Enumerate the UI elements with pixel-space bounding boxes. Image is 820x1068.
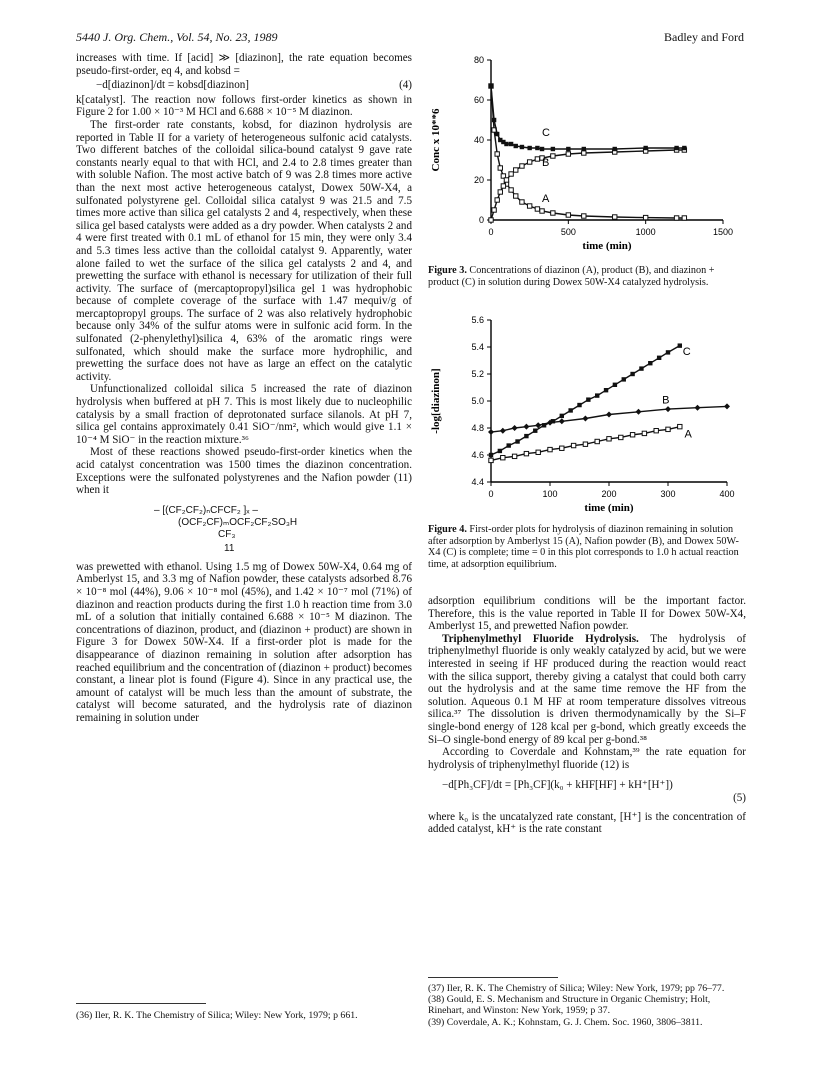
data-point [551, 147, 555, 151]
data-point [607, 437, 611, 441]
paragraph: adsorption equilibrium conditions will be the important factor. Therefore, this is the value reported in Table II for Dowex 50W-X4, Amberlyst 15, and prewetted Nafion powder. [428, 595, 746, 633]
structure-11 [76, 497, 412, 561]
data-point [501, 456, 505, 460]
data-point [666, 427, 670, 431]
paragraph-text: The hydrolysis of triphenylmethyl fluoride is only weakly catalyzed by acid, but we were interested in seeing if HF produced during the reaction would react with the silica support, thereby giving a catalyst that could both carry out the hydrolysis and at the same time remove the HF from the solution. Aqueous 0.1 M HF at room temperature dissolves vitreous silica.³⁷ The dissolution is driven thermodynamically by the Si–F single-bond energy of 128 kcal per g-bond, which greatly exceeds the Si–O single-bond energy of 89 kcal per g-bond.³⁸ [428, 632, 747, 746]
series-line-C [491, 86, 684, 149]
paragraph: The first-order rate constants, kobsd, for diazinon hydrolysis are reported in Table II for a variety of heterogeneous sulfonic acid catalysts. Two different batches of the colloidal silica-bound catalyst 9 gave rate constants nearly equal to that with HCl, and 2.4 to 2.8 times greater than with soluble Nafion. The most active batch of 9 was 2.8 times more active than the next most active heterogeneous catalyst, Dowex 50W-X4, a sulfonated polystyrene gel. Colloidal silica catalyst 9 was 21.5 and 7.5 times more active than silica gel catalysts 2 and 4, respectively, when these silica gel based catalysts were added as a dry powder. When catalysts 2 and 4 were first treated with 0.1 mL of ethanol for 15 min, they were only 3.4 and 5.3 times less active than the colloidal catalyst 9. Apparently, water alone failed to wet the surface of the silica gel catalysts 2 and 4, and prewetting the surface with ethanol is necessary for utilization of their full activity. The surface of (mercaptopropyl)silica gel 1 was hydrophobic because of complete coverage of the surface with 1.47 mequiv/g of mercaptopropyl groups. The surface of 2 was also relatively hydrophobic because only 34% of the sulfur atoms were in sulfonic acid form. In the sulfonated (2-phenylethyl)silica 4, 63% of the aromatic rings were sulfonated, which should make the surface more hydrophilic, and prewetting the surface does not have as large an effect on the catalytic activity. [76, 118, 412, 383]
data-point [536, 450, 540, 454]
data-point [489, 84, 493, 88]
x-axis-label: time (min) [584, 502, 634, 514]
data-point [639, 366, 643, 370]
data-point [535, 146, 539, 150]
data-point [582, 147, 586, 151]
data-point [582, 416, 588, 422]
data-point [551, 419, 555, 423]
x-tick-label: 1000 [635, 227, 656, 237]
data-point [509, 172, 513, 176]
data-point [595, 393, 599, 397]
footnote-37: (37) Iler, R. K. The Chemistry of Silica; Wiley: New York, 1979; pp 76–77. [428, 983, 725, 994]
data-point [568, 408, 572, 412]
footnote-rule [76, 1003, 206, 1004]
x-tick-label: 0 [488, 489, 494, 499]
data-point [678, 343, 682, 347]
data-point [489, 218, 493, 222]
equation-text: −d[diazinon]/dt = kobsd[diazinon] [96, 79, 249, 92]
data-point [489, 453, 493, 457]
data-point [566, 147, 570, 151]
x-tick-label: 500 [560, 227, 576, 237]
paragraph: k[catalyst]. The reaction now follows first-order kinetics as shown in Figure 2 for 1.00 × 10⁻³ M HCl and 6.688 × 10⁻⁵ M diazinon. [76, 93, 412, 119]
data-point [504, 178, 508, 182]
series-label-B: B [662, 394, 670, 407]
data-point [551, 211, 555, 215]
data-point [489, 458, 493, 462]
data-point [571, 443, 575, 447]
right-column [428, 595, 746, 836]
series-label-B: B [542, 157, 550, 169]
caption-text: First-order plots for hydrolysis of diazinon remaining in solution after adsorption by Amberlyst 15 (A), Nafion powder (B), and Dowex 50W-X4 (C) is complete; time = 0 in this plot corresponds to 1.0 h actual reaction time, at adsorption equilibrium. [428, 524, 739, 570]
data-point [657, 356, 661, 360]
data-point [527, 204, 531, 208]
footnote-39: (39) Coverdale, A. K.; Kohnstam, G. J. Chem. Soc. 1960, 3806–3811. [428, 1016, 703, 1028]
data-point [495, 198, 499, 202]
figure-3-caption [428, 265, 746, 288]
data-point [520, 145, 524, 149]
y-tick-label: 5.2 [471, 369, 484, 379]
data-point [586, 397, 590, 401]
data-point [613, 383, 617, 387]
series-line-B [491, 150, 684, 220]
data-point [492, 208, 496, 212]
compound-number: 11 [224, 542, 235, 554]
data-point [682, 216, 686, 220]
data-point [501, 184, 505, 188]
caption-label: Figure 4. [428, 524, 467, 535]
x-tick-label: 200 [601, 489, 617, 499]
data-point [548, 447, 552, 451]
data-point [535, 207, 539, 211]
y-tick-label: 0 [478, 215, 484, 225]
data-point [492, 118, 496, 122]
equation-5 [428, 779, 746, 804]
data-point [498, 166, 502, 170]
data-point [566, 213, 570, 217]
equation-4 [76, 79, 412, 92]
data-point [551, 154, 555, 158]
paragraph: According to Coverdale and Kohnstam,³⁹ the rate equation for hydrolysis of triphenylmethyl fluoride (12) is [428, 746, 746, 771]
y-axis-label: -log[diazinon] [430, 368, 442, 434]
data-point [582, 151, 586, 155]
y-tick-label: 4.8 [471, 423, 484, 433]
data-point [514, 194, 518, 198]
data-point [674, 146, 678, 150]
data-point [498, 449, 502, 453]
data-point [642, 431, 646, 435]
caption-label: Figure 3. [428, 265, 467, 276]
data-point [509, 188, 513, 192]
y-tick-label: 20 [473, 175, 484, 185]
y-tick-label: 5.0 [471, 396, 484, 406]
structure-line: (OCF₂CF)ₘOCF₂CF₂SO₃H [178, 516, 298, 528]
running-header-left: 5440 J. Org. Chem., Vol. 54, No. 23, 1989 [76, 30, 278, 44]
series-line-A [491, 86, 684, 218]
data-point [523, 424, 529, 430]
y-tick-label: 5.4 [471, 342, 484, 352]
data-point [682, 146, 686, 150]
data-point [524, 451, 528, 455]
data-point [515, 439, 519, 443]
footnotes-right [428, 983, 746, 1028]
data-point [630, 433, 634, 437]
data-point [495, 152, 499, 156]
y-tick-label: 4.6 [471, 450, 484, 460]
figure-3-chart [425, 50, 740, 262]
data-point [619, 435, 623, 439]
data-point [613, 215, 617, 219]
data-point [524, 434, 528, 438]
data-point [509, 142, 513, 146]
series-label-C: C [542, 127, 550, 139]
data-point [520, 164, 524, 168]
data-point [595, 439, 599, 443]
data-point [654, 429, 658, 433]
series-label-A: A [684, 428, 692, 441]
data-point [566, 152, 570, 156]
data-point [495, 132, 499, 136]
data-point [604, 388, 608, 392]
data-point [514, 144, 518, 148]
data-point [665, 406, 671, 412]
data-point [577, 403, 581, 407]
data-point [674, 216, 678, 220]
structure-line: CF₃ [218, 528, 236, 540]
paragraph: where k₀ is the uncatalyzed rate constant, [H⁺] is the concentration of added catalyst, kH⁺ is the rate constant [428, 810, 746, 836]
data-point [622, 377, 626, 381]
series-label-A: A [542, 193, 550, 205]
caption-text: Concentrations of diazinon (A), product (B), and diazinon + product (C) in solution during Dowex 50W-X4 catalyzed hydrolysis. [428, 265, 715, 288]
paragraph: Unfunctionalized colloidal silica 5 increased the rate of diazinon hydrolysis when buffered at pH 7. This is most likely due to nucleophilic catalysis by a small fraction of deprotonated surface silanols. At pH 7, silica gel contains approximately 0.41 SiO⁻/nm², which would give 1.1 × 10⁻⁴ M SiO⁻ in the reaction mixture.³⁶ [76, 383, 412, 446]
data-point [488, 429, 494, 435]
data-point [520, 200, 524, 204]
section-heading: Triphenylmethyl Fluoride Hydrolysis. [442, 632, 639, 645]
running-header-right: Badley and Ford [664, 30, 744, 44]
data-point [648, 361, 652, 365]
footnote-36: (36) Iler, R. K. The Chemistry of Silica; Wiley: New York, 1979; p 661. [76, 1010, 358, 1021]
equation-number: (4) [399, 79, 412, 92]
y-tick-label: 60 [473, 95, 484, 105]
data-point [678, 424, 682, 428]
data-point [560, 446, 564, 450]
data-point [630, 372, 634, 376]
data-point [724, 403, 730, 409]
footnote-rule [428, 977, 558, 978]
data-point [535, 157, 539, 161]
x-tick-label: 400 [719, 489, 735, 499]
y-tick-label: 80 [473, 55, 484, 65]
data-point [695, 405, 701, 411]
data-point [527, 160, 531, 164]
y-tick-label: 5.6 [471, 315, 484, 325]
paragraph: Most of these reactions showed pseudo-first-order kinetics when the acid catalyst concentration was 1500 times the diazinon concentration. Exceptions were the sulfonated polystyrenes and the Nafion powder (11) when it [76, 446, 412, 497]
figure-4-chart [425, 312, 740, 522]
data-point [500, 428, 506, 434]
x-tick-label: 300 [660, 489, 676, 499]
structure-line: – [(CF₂CF₂)ₙCFCF₂ ]ₓ – [154, 504, 258, 516]
data-point [498, 190, 502, 194]
data-point [542, 423, 546, 427]
data-point [559, 418, 565, 424]
footnote-38: (38) Gould, E. S. Mechanism and Structure in Organic Chemistry; Holt, Rinehart, and Winston: New York, 1959; p 37. [428, 994, 711, 1017]
data-point [666, 350, 670, 354]
data-point [643, 146, 647, 150]
data-point [507, 443, 511, 447]
y-tick-label: 4.4 [471, 477, 484, 487]
figure-4-caption [428, 524, 746, 570]
paragraph: was prewetted with ethanol. Using 1.5 mg of Dowex 50W-X4, 0.64 mg of Amberlyst 15, and 3.3 mg of Nafion powder, these catalysts adsorbed 8.76 × 10⁻⁸ mol (44%), 9.06 × 10⁻⁸ mol (45%), and 1.42 × 10⁻⁷ mol (71%) of diazinon and reaction products during the first 1.0 h reaction time from 3.0 mL of a solution that initially contained 6.688 × 10⁻⁵ M diazinon. The concentrations of diazinon, product, and (diazinon + product) are shown in Figure 3 for Dowex 50W-X4. If a first-order plot is made for the disappearance of diazinon remaining in solution after adsorption has reached equilibrium and the concentration of (diazinon + product) becomes constant, a linear plot is found (Figure 4). Since in any practical use, the amount of catalyst will be much less than the amount of substrate, the catalyst will become saturated, and the hydrolysis rate of diazinon remaining in solution under [76, 560, 412, 724]
data-point [540, 147, 544, 151]
y-axis-label: Conc x 10**6 [430, 108, 442, 172]
x-tick-label: 1500 [712, 227, 734, 237]
paragraph [428, 633, 746, 746]
data-point [582, 214, 586, 218]
data-point [512, 454, 516, 458]
left-column [76, 52, 412, 725]
data-point [636, 409, 642, 415]
data-point [514, 168, 518, 172]
y-tick-label: 40 [473, 135, 484, 145]
x-axis-label: time (min) [582, 240, 632, 252]
data-point [606, 412, 612, 418]
data-point [533, 429, 537, 433]
data-point [613, 147, 617, 151]
x-tick-label: 100 [542, 489, 558, 499]
data-point [504, 142, 508, 146]
data-point [643, 215, 647, 219]
data-point [540, 209, 544, 213]
data-point [583, 442, 587, 446]
series-label-C: C [682, 346, 691, 359]
paragraph: increases with time. If [acid] ≫ [diazinon], the rate equation becomes pseudo-first-order, eq 4, and kobsd = [76, 52, 412, 77]
data-point [560, 414, 564, 418]
equation-text: −d[Ph₃CF]/dt = [Ph₃CF](k₀ + kHF[HF] + kH⁺[H⁺]) [442, 779, 673, 792]
data-point [512, 425, 518, 431]
x-tick-label: 0 [488, 227, 494, 237]
data-point [527, 146, 531, 150]
equation-number: (5) [733, 791, 746, 804]
